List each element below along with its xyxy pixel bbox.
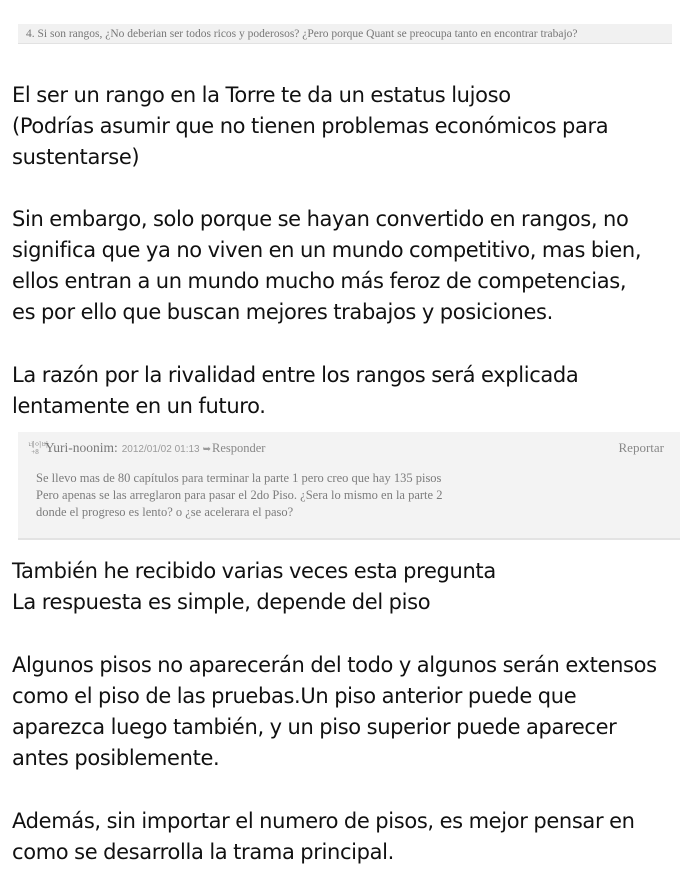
comment-body <box>36 470 442 521</box>
text-line: como el piso de las pruebas.Un piso anterior puede que <box>12 684 577 708</box>
text-line: La respuesta es simple, depende del piso <box>12 590 431 614</box>
text-line: como se desarrolla la trama principal. <box>12 840 394 864</box>
paragraph-rivalry <box>12 360 684 422</box>
paragraph-floors <box>12 650 684 774</box>
reader-comment <box>18 432 680 540</box>
paragraph-answer-intro <box>12 556 684 618</box>
text-line: es por ello que buscan mejores trabajos y posiciones. <box>12 300 553 324</box>
report-link[interactable]: Reportar <box>618 440 664 455</box>
text-line: Además, sin importar el numero de pisos, es mejor pensar en <box>12 809 635 833</box>
question-bar <box>18 24 672 44</box>
text-line: ellos entran a un mundo mucho más feroz de competencias, <box>12 269 627 293</box>
paragraph-rank-status <box>12 80 684 173</box>
comment-line: donde el progreso es lento? o ¿se acelerara el paso? <box>36 505 294 519</box>
text-line: La razón por la rivalidad entre los rangos será explicada <box>12 363 579 387</box>
reply-arrow-icon: ➥ <box>202 444 211 455</box>
text-line: También he recibido varias veces esta pregunta <box>12 559 496 583</box>
badge-top-text: 네이버 <box>28 441 49 450</box>
text-line: sustentarse) <box>12 145 140 169</box>
paragraph-competitive-world <box>12 204 684 328</box>
question-text: 4. Si son rangos, ¿No deberian ser todos ricos y poderosos? ¿Pero porque Quant se preocupa tanto en encontrar trabajo? <box>26 28 578 40</box>
text-line: aparezca luego también, y un piso superior puede aparecer <box>12 715 617 739</box>
comment-header <box>28 440 265 456</box>
text-line: Sin embargo, solo porque se hayan convertido en rangos, no <box>12 207 629 231</box>
naver-badge-icon <box>28 441 49 457</box>
comment-date: 2012/01/02 01:13 <box>121 444 200 455</box>
text-line: Algunos pisos no aparecerán del todo y algunos serán extensos <box>12 653 657 677</box>
paragraph-main-plot <box>12 806 684 868</box>
comment-line: Se llevo mas de 80 capítulos para terminar la parte 1 pero creo que hay 135 pisos <box>36 471 442 485</box>
reply-link[interactable]: Responder <box>212 441 266 455</box>
text-line: antes posiblemente. <box>12 746 220 770</box>
text-line: significa que ya no viven en un mundo competitivo, mas bien, <box>12 238 642 262</box>
comment-line: Pero apenas se las arreglaron para pasar el 2do Piso. ¿Sera lo mismo en la parte 2 <box>36 488 443 502</box>
text-line: lentamente en un futuro. <box>12 394 266 418</box>
text-line: (Podrías asumir que no tienen problemas económicos para <box>12 114 609 138</box>
comment-author[interactable]: Yuri-noonim: <box>45 440 118 455</box>
text-line: El ser un rango en la Torre te da un estatus lujoso <box>12 83 511 107</box>
badge-bottom-text: +8 <box>31 448 39 457</box>
